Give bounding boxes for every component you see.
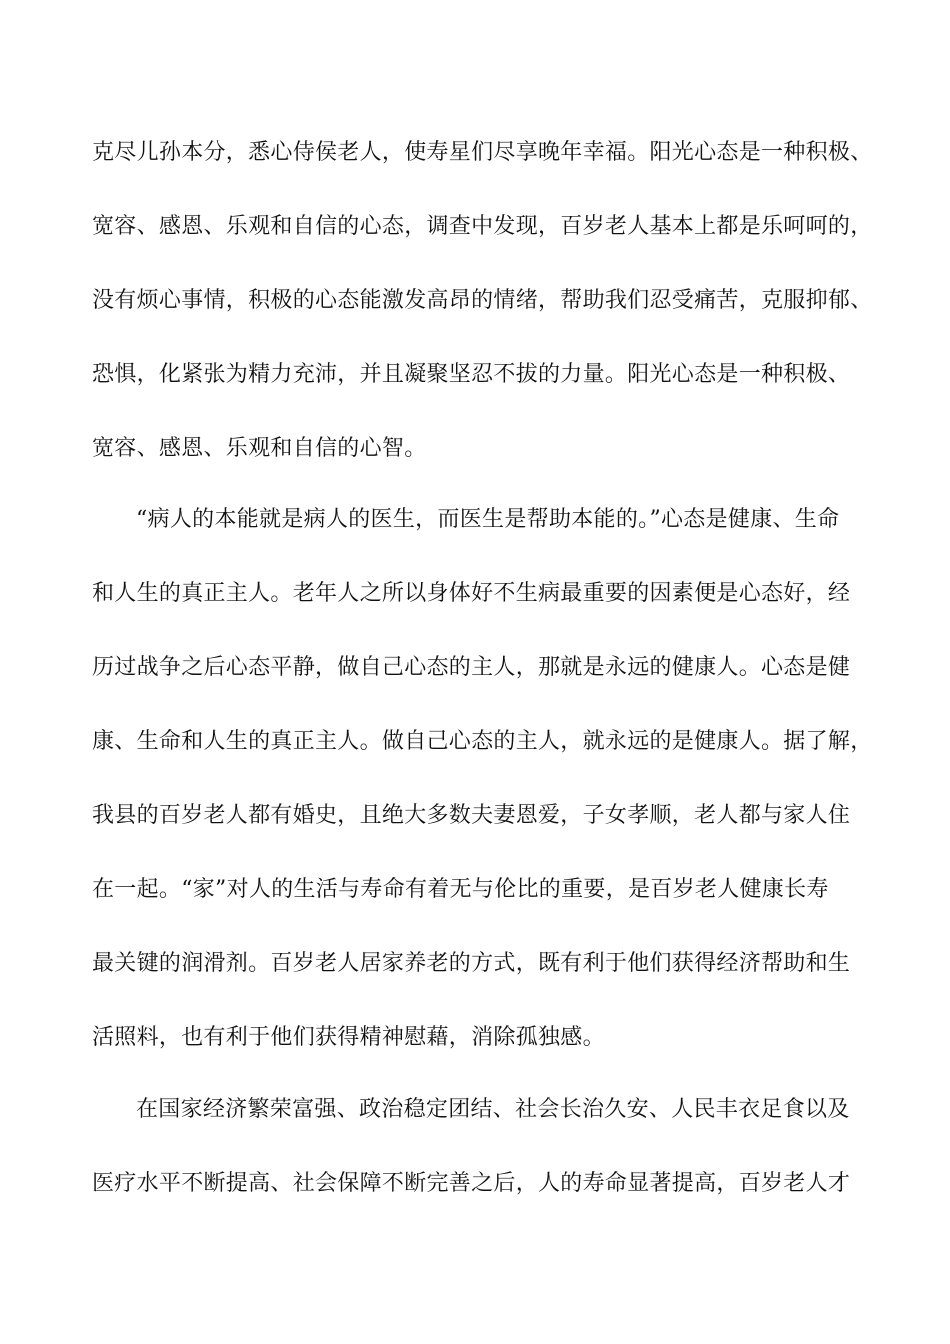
- paragraph-2-line-6: 在一起。“家”对人的生活与寿命有着无与伦比的重要，是百岁老人健康长寿: [92, 877, 829, 902]
- paragraph-2-line-8: 活照料，也有利于他们获得精神慰藉，消除孤独感。: [92, 1025, 605, 1050]
- paragraph-2-line-2: 和人生的真正主人。老年人之所以身体好不生病最重要的因素便是心态好，经: [92, 581, 851, 606]
- paragraph-1-line-5: 宽容、感恩、乐观和自信的心智。: [92, 436, 427, 461]
- paragraph-2-line-4: 康、生命和人生的真正主人。做自己心态的主人，就永远的是健康人。据了解，: [92, 729, 873, 754]
- paragraph-1-line-2: 宽容、感恩、乐观和自信的心态，调查中发现，百岁老人基本上都是乐呵呵的，: [92, 214, 873, 239]
- paragraph-2-line-5: 我县的百岁老人都有婚史，且绝大多数夫妻恩爱，子女孝顺，老人都与家人住: [92, 803, 851, 828]
- paragraph-3-line-1: 在国家经济繁荣富强、政治稳定团结、社会长治久安、人民丰衣足食以及: [136, 1097, 850, 1122]
- paragraph-2-line-7: 最关键的润滑剂。百岁老人居家养老的方式，既有利于他们获得经济帮助和生: [92, 951, 851, 976]
- paragraph-1-line-4: 恐惧，化紧张为精力充沛，并且凝聚坚忍不拔的力量。阳光心态是一种积极、: [92, 362, 851, 387]
- paragraph-2-line-3: 历过战争之后心态平静，做自己心态的主人，那就是永远的健康人。心态是健: [92, 655, 851, 680]
- paragraph-3-line-2: 医疗水平不断提高、社会保障不断完善之后，人的寿命显著提高，百岁老人才: [92, 1171, 851, 1196]
- paragraph-2-line-1: “病人的本能就是病人的医生，而医生是帮助本能的。”心态是健康、生命: [136, 507, 840, 532]
- paragraph-1-line-1: 克尽儿孙本分，悉心侍侯老人，使寿星们尽享晚年幸福。阳光心态是一种积极、: [92, 140, 873, 165]
- paragraph-1-line-3: 没有烦心事情，积极的心态能激发高昂的情绪，帮助我们忍受痛苦，克服抑郁、: [92, 288, 873, 313]
